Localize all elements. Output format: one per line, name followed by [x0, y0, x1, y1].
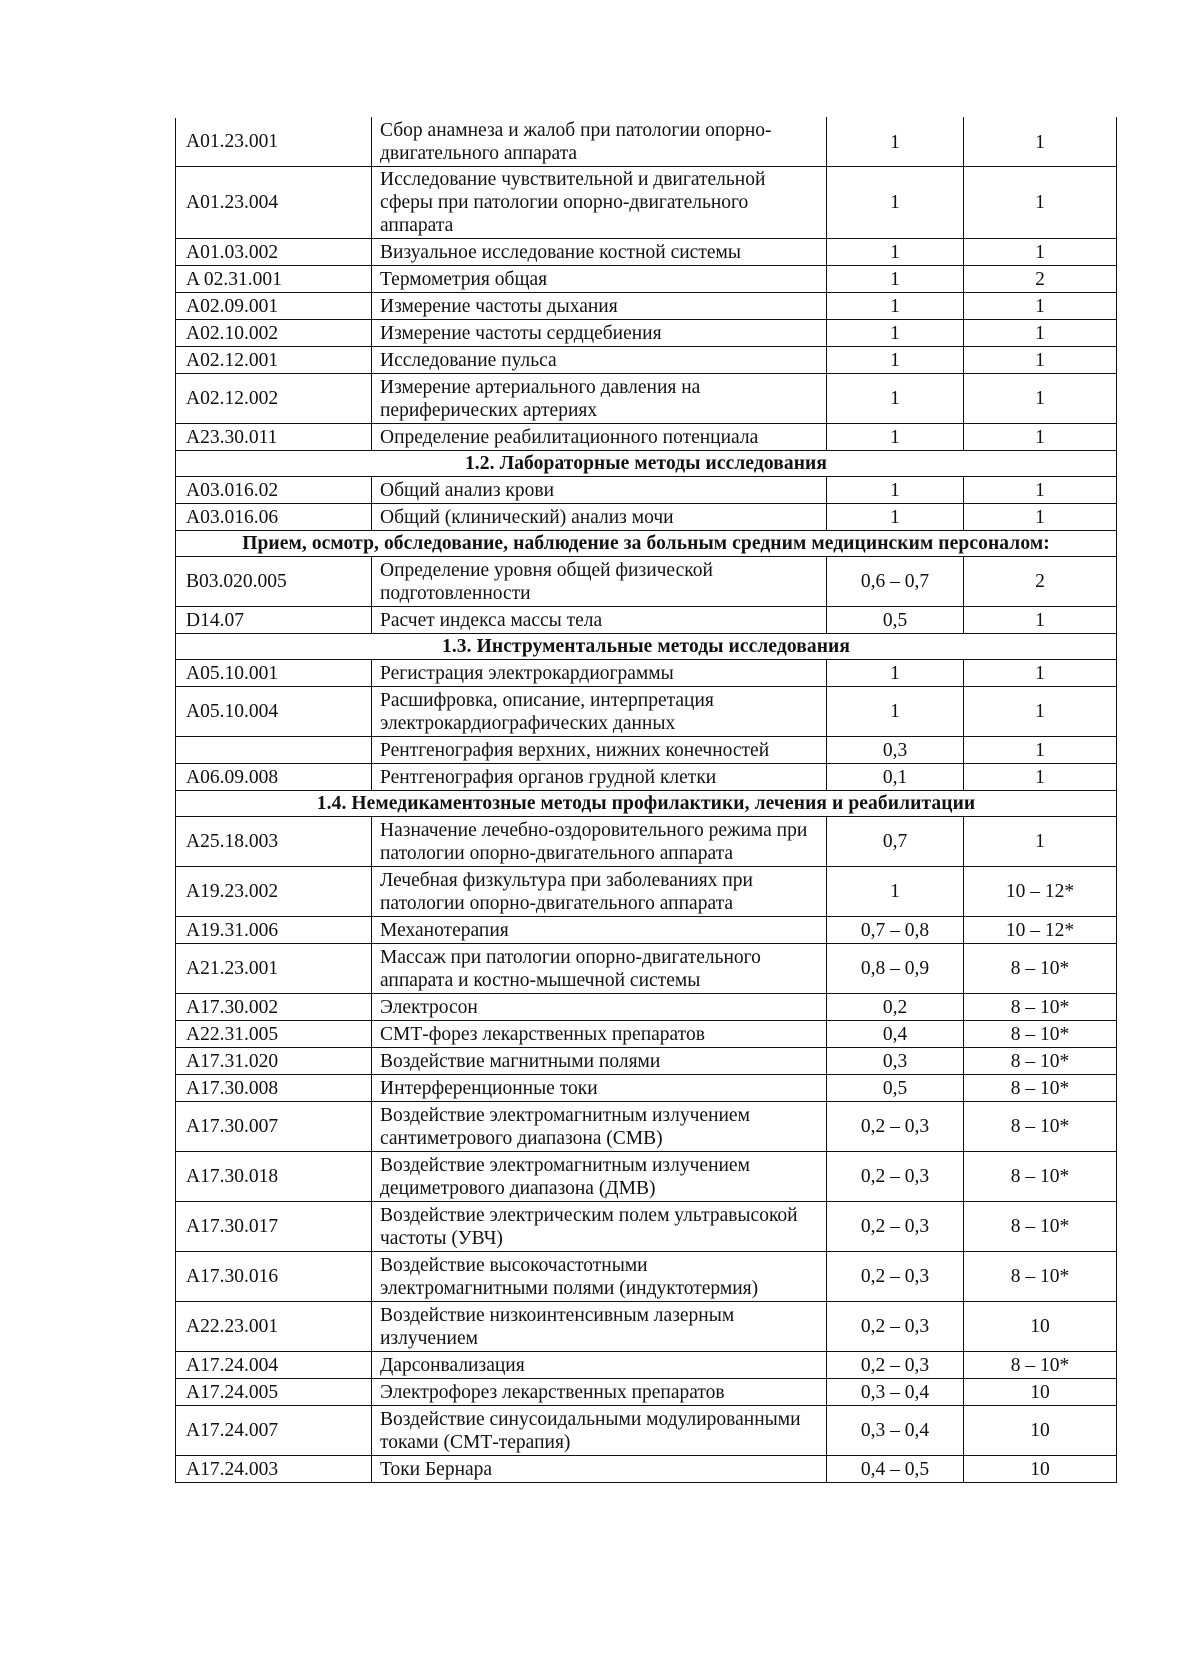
table-row — [176, 1048, 1117, 1075]
service-name-cell: Интерференционные токи — [372, 1075, 827, 1102]
frequency-cell: 1 — [827, 320, 964, 347]
table-row — [176, 764, 1117, 791]
service-name-cell: Расчет индекса массы тела — [372, 607, 827, 634]
table-row — [176, 607, 1117, 634]
section-title: 1.2. Лабораторные методы исследования — [176, 451, 1117, 477]
service-code-cell: A22.31.005 — [176, 1021, 372, 1048]
table-row — [176, 817, 1117, 867]
service-name-cell: Общий (клинический) анализ мочи — [372, 504, 827, 531]
service-code-cell: A17.24.005 — [176, 1379, 372, 1406]
table-row — [176, 1302, 1117, 1352]
service-name-cell: Воздействие низкоинтенсивным лазерным излучением — [372, 1302, 827, 1352]
frequency-cell: 0,3 – 0,4 — [827, 1379, 964, 1406]
service-name-cell: Массаж при патологии опорно-двигательного аппарата и костно-мышечной системы — [372, 944, 827, 994]
frequency-cell: 0,4 – 0,5 — [827, 1456, 964, 1483]
service-name-cell: Исследование пульса — [372, 347, 827, 374]
frequency-cell: 0,2 – 0,3 — [827, 1302, 964, 1352]
frequency-cell: 0,3 – 0,4 — [827, 1406, 964, 1456]
frequency-cell: 0,5 — [827, 607, 964, 634]
table-row — [176, 347, 1117, 374]
service-code-cell: A21.23.001 — [176, 944, 372, 994]
multiplicity-cell: 8 – 10* — [964, 1021, 1117, 1048]
service-code-cell: A17.30.007 — [176, 1102, 372, 1152]
table-row — [176, 1075, 1117, 1102]
table-row — [176, 1406, 1117, 1456]
service-name-cell: Воздействие магнитными полями — [372, 1048, 827, 1075]
service-name-cell: Рентгенография верхних, нижних конечностей — [372, 737, 827, 764]
frequency-cell: 1 — [827, 374, 964, 424]
service-code-cell: A17.30.002 — [176, 994, 372, 1021]
service-code-cell — [176, 737, 372, 764]
service-name-cell: Воздействие электромагнитным излучением дециметрового диапазона (ДМВ) — [372, 1152, 827, 1202]
frequency-cell: 0,2 – 0,3 — [827, 1352, 964, 1379]
service-code-cell: B03.020.005 — [176, 557, 372, 607]
frequency-cell: 1 — [827, 660, 964, 687]
section-header-row — [176, 791, 1117, 817]
frequency-cell: 1 — [827, 347, 964, 374]
frequency-cell: 0,8 – 0,9 — [827, 944, 964, 994]
multiplicity-cell: 8 – 10* — [964, 994, 1117, 1021]
multiplicity-cell: 10 – 12* — [964, 917, 1117, 944]
multiplicity-cell: 1 — [964, 118, 1117, 167]
table-row — [176, 660, 1117, 687]
frequency-cell: 0,2 – 0,3 — [827, 1102, 964, 1152]
frequency-cell: 0,7 — [827, 817, 964, 867]
service-code-cell: A17.31.020 — [176, 1048, 372, 1075]
service-name-cell: Электрофорез лекарственных препаратов — [372, 1379, 827, 1406]
frequency-cell: 0,4 — [827, 1021, 964, 1048]
table-row — [176, 504, 1117, 531]
service-name-cell: Исследование чувствительной и двигательной сферы при патологии опорно-двигательного аппарата — [372, 167, 827, 239]
table-row — [176, 687, 1117, 737]
table-row — [176, 1152, 1117, 1202]
frequency-cell: 0,3 — [827, 1048, 964, 1075]
multiplicity-cell: 1 — [964, 687, 1117, 737]
table-row — [176, 239, 1117, 266]
service-code-cell: A03.016.06 — [176, 504, 372, 531]
table-row — [176, 1379, 1117, 1406]
service-name-cell: Определение уровня общей физической подготовленности — [372, 557, 827, 607]
table-row — [176, 1456, 1117, 1483]
multiplicity-cell: 10 — [964, 1406, 1117, 1456]
table-row — [176, 737, 1117, 764]
table-row — [176, 477, 1117, 504]
frequency-cell: 1 — [827, 867, 964, 917]
service-code-cell: A17.24.004 — [176, 1352, 372, 1379]
service-name-cell: Токи Бернара — [372, 1456, 827, 1483]
frequency-cell: 1 — [827, 477, 964, 504]
multiplicity-cell: 2 — [964, 557, 1117, 607]
service-code-cell: A 02.31.001 — [176, 266, 372, 293]
table-row — [176, 1252, 1117, 1302]
service-code-cell: A05.10.001 — [176, 660, 372, 687]
table-row — [176, 293, 1117, 320]
section-title: Прием, осмотр, обследование, наблюдение за больным средним медицинским персоналом: — [176, 531, 1117, 557]
service-name-cell: Рентгенография органов грудной клетки — [372, 764, 827, 791]
frequency-cell: 1 — [827, 293, 964, 320]
table-row — [176, 557, 1117, 607]
service-name-cell: Визуальное исследование костной системы — [372, 239, 827, 266]
service-name-cell: Лечебная физкультура при заболеваниях при патологии опорно-двигательного аппарата — [372, 867, 827, 917]
service-name-cell: Воздействие электрическим полем ультравысокой частоты (УВЧ) — [372, 1202, 827, 1252]
service-code-cell: A17.30.016 — [176, 1252, 372, 1302]
multiplicity-cell: 1 — [964, 477, 1117, 504]
frequency-cell: 1 — [827, 504, 964, 531]
table-row — [176, 320, 1117, 347]
multiplicity-cell: 8 – 10* — [964, 1352, 1117, 1379]
service-code-cell: A19.23.002 — [176, 867, 372, 917]
frequency-cell: 0,1 — [827, 764, 964, 791]
table-row — [176, 994, 1117, 1021]
service-code-cell: A03.016.02 — [176, 477, 372, 504]
services-table — [175, 117, 1117, 1483]
multiplicity-cell: 1 — [964, 504, 1117, 531]
service-code-cell: A02.12.001 — [176, 347, 372, 374]
service-code-cell: A06.09.008 — [176, 764, 372, 791]
service-name-cell: Определение реабилитационного потенциала — [372, 424, 827, 451]
frequency-cell: 1 — [827, 424, 964, 451]
multiplicity-cell: 1 — [964, 320, 1117, 347]
multiplicity-cell: 8 – 10* — [964, 1075, 1117, 1102]
multiplicity-cell: 8 – 10* — [964, 1048, 1117, 1075]
section-header-row — [176, 634, 1117, 660]
service-name-cell: Назначение лечебно-оздоровительного режима при патологии опорно-двигательного аппарата — [372, 817, 827, 867]
multiplicity-cell: 10 – 12* — [964, 867, 1117, 917]
service-code-cell: A23.30.011 — [176, 424, 372, 451]
service-code-cell: A05.10.004 — [176, 687, 372, 737]
service-name-cell: Электросон — [372, 994, 827, 1021]
service-code-cell: A02.10.002 — [176, 320, 372, 347]
multiplicity-cell: 1 — [964, 239, 1117, 266]
multiplicity-cell: 1 — [964, 660, 1117, 687]
service-name-cell: Термометрия общая — [372, 266, 827, 293]
service-code-cell: A17.24.003 — [176, 1456, 372, 1483]
section-title: 1.3. Инструментальные методы исследования — [176, 634, 1117, 660]
frequency-cell: 1 — [827, 118, 964, 167]
service-code-cell: A17.30.008 — [176, 1075, 372, 1102]
multiplicity-cell: 1 — [964, 764, 1117, 791]
service-name-cell: Воздействие высокочастотными электромагнитными полями (индуктотермия) — [372, 1252, 827, 1302]
table-row — [176, 944, 1117, 994]
frequency-cell: 0,2 — [827, 994, 964, 1021]
service-code-cell: A19.31.006 — [176, 917, 372, 944]
service-name-cell: Измерение частоты дыхания — [372, 293, 827, 320]
multiplicity-cell: 1 — [964, 607, 1117, 634]
table-row — [176, 1102, 1117, 1152]
multiplicity-cell: 8 – 10* — [964, 1202, 1117, 1252]
service-code-cell: A02.12.002 — [176, 374, 372, 424]
multiplicity-cell: 1 — [964, 167, 1117, 239]
multiplicity-cell: 10 — [964, 1456, 1117, 1483]
service-name-cell: Общий анализ крови — [372, 477, 827, 504]
frequency-cell: 1 — [827, 239, 964, 266]
service-code-cell: A17.30.018 — [176, 1152, 372, 1202]
service-name-cell: СМТ-форез лекарственных препаратов — [372, 1021, 827, 1048]
multiplicity-cell: 1 — [964, 737, 1117, 764]
service-name-cell: Расшифровка, описание, интерпретация электрокардиографических данных — [372, 687, 827, 737]
table-row — [176, 917, 1117, 944]
table-row — [176, 266, 1117, 293]
multiplicity-cell: 1 — [964, 347, 1117, 374]
section-header-row — [176, 531, 1117, 557]
service-code-cell: A17.30.017 — [176, 1202, 372, 1252]
service-code-cell: A22.23.001 — [176, 1302, 372, 1352]
service-code-cell: D14.07 — [176, 607, 372, 634]
service-code-cell: A17.24.007 — [176, 1406, 372, 1456]
multiplicity-cell: 1 — [964, 817, 1117, 867]
frequency-cell: 1 — [827, 266, 964, 293]
table-row — [176, 167, 1117, 239]
multiplicity-cell: 8 – 10* — [964, 1152, 1117, 1202]
service-code-cell: A01.03.002 — [176, 239, 372, 266]
frequency-cell: 0,7 – 0,8 — [827, 917, 964, 944]
multiplicity-cell: 10 — [964, 1379, 1117, 1406]
multiplicity-cell: 1 — [964, 293, 1117, 320]
table-row — [176, 424, 1117, 451]
table-body — [176, 118, 1117, 1483]
service-code-cell: A02.09.001 — [176, 293, 372, 320]
frequency-cell: 0,3 — [827, 737, 964, 764]
multiplicity-cell: 1 — [964, 374, 1117, 424]
multiplicity-cell: 8 – 10* — [964, 944, 1117, 994]
table-row — [176, 374, 1117, 424]
multiplicity-cell: 8 – 10* — [964, 1102, 1117, 1152]
frequency-cell: 0,6 – 0,7 — [827, 557, 964, 607]
frequency-cell: 1 — [827, 167, 964, 239]
service-name-cell: Воздействие электромагнитным излучением сантиметрового диапазона (СМВ) — [372, 1102, 827, 1152]
multiplicity-cell: 1 — [964, 424, 1117, 451]
service-name-cell: Регистрация электрокардиограммы — [372, 660, 827, 687]
frequency-cell: 0,2 – 0,3 — [827, 1252, 964, 1302]
multiplicity-cell: 8 – 10* — [964, 1252, 1117, 1302]
frequency-cell: 0,2 – 0,3 — [827, 1202, 964, 1252]
section-title: 1.4. Немедикаментозные методы профилактики, лечения и реабилитации — [176, 791, 1117, 817]
frequency-cell: 0,2 – 0,3 — [827, 1152, 964, 1202]
section-header-row — [176, 451, 1117, 477]
service-code-cell: A01.23.004 — [176, 167, 372, 239]
frequency-cell: 0,5 — [827, 1075, 964, 1102]
service-name-cell: Воздействие синусоидальными модулированными токами (СМТ-терапия) — [372, 1406, 827, 1456]
service-name-cell: Дарсонвализация — [372, 1352, 827, 1379]
table-row — [176, 867, 1117, 917]
service-code-cell: A25.18.003 — [176, 817, 372, 867]
service-name-cell: Измерение частоты сердцебиения — [372, 320, 827, 347]
service-name-cell: Механотерапия — [372, 917, 827, 944]
table-row — [176, 1021, 1117, 1048]
service-name-cell: Сбор анамнеза и жалоб при патологии опорно-двигательного аппарата — [372, 118, 827, 167]
multiplicity-cell: 2 — [964, 266, 1117, 293]
service-name-cell: Измерение артериального давления на периферических артериях — [372, 374, 827, 424]
service-code-cell: A01.23.001 — [176, 118, 372, 167]
table-row — [176, 1352, 1117, 1379]
table-row — [176, 118, 1117, 167]
table-row — [176, 1202, 1117, 1252]
multiplicity-cell: 10 — [964, 1302, 1117, 1352]
frequency-cell: 1 — [827, 687, 964, 737]
